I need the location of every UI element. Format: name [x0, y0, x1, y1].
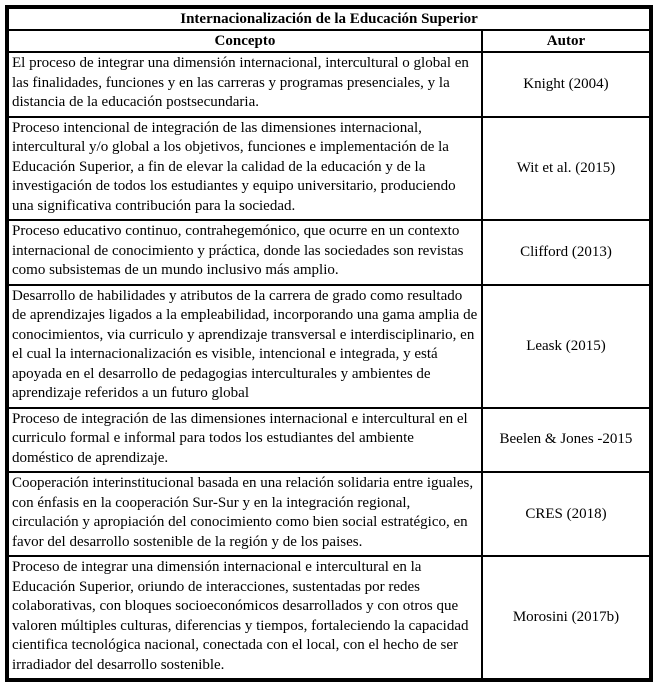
table-row [7, 285, 651, 408]
autor-cell: Knight (2004) [482, 52, 651, 117]
concepto-cell: Proceso intencional de integración de las dimensiones internacional, intercultural y/o global a los objetivos, funciones e implementación de la Educación Superior, a fin de elevar la calidad de la educación y de la investigación de todos los estudiantes y equipo universitario, produciendo una significativa contribución para la sociedad. [7, 117, 482, 221]
concepto-cell: Desarrollo de habilidades y atributos de la carrera de grado como resultado de aprendizajes ligados a la empleabilidad, incorporando una gama amplia de conocimientos, via curriculo y aprendizaje transversal e interdisciplinario, en el cual la internacionalización es visible, intencional e integrada, y está apoyada en el desarrollo de pedagogias interculturales y ambientes de aprendizaje referidos a un futuro global [7, 285, 482, 408]
autor-cell: Clifford (2013) [482, 220, 651, 285]
autor-cell: Beelen & Jones -2015 [482, 408, 651, 473]
concepto-cell: Proceso de integración de las dimensiones internacional e intercultural en el curriculo formal e informal para todos los estudiantes del ambiente doméstico de aprendizaje. [7, 408, 482, 473]
table-body [7, 52, 651, 680]
table-row [7, 472, 651, 556]
concepto-cell: El proceso de integrar una dimensión internacional, intercultural o global en las finalidades, funciones y en las carreras y programas presenciales, y la distancia de la educación postsecundaria. [7, 52, 482, 117]
internationalization-definitions-table [5, 5, 653, 682]
title-row [7, 7, 651, 30]
autor-cell: CRES (2018) [482, 472, 651, 556]
table-row [7, 556, 651, 680]
table-row [7, 117, 651, 221]
concepto-cell: Proceso educativo continuo, contrahegemónico, que ocurre en un contexto internacional de conocimiento y práctica, donde las sociedades son revistas como subsistemas de un mundo inclusivo más amplio. [7, 220, 482, 285]
header-row [7, 30, 651, 52]
autor-cell: Leask (2015) [482, 285, 651, 408]
table-row [7, 220, 651, 285]
column-header-concepto: Concepto [7, 30, 482, 52]
concepto-cell: Cooperación interinstitucional basada en una relación solidaria entre iguales, con énfasis en la cooperación Sur-Sur y en la integración regional, circulación y apropiación del conocimiento como bien social estratégico, en favor del desarrollo sostenible de la región y de los paises. [7, 472, 482, 556]
table-row [7, 52, 651, 117]
autor-cell: Wit et al. (2015) [482, 117, 651, 221]
column-header-autor: Autor [482, 30, 651, 52]
table-title: Internacionalización de la Educación Superior [7, 7, 651, 30]
concepto-cell: Proceso de integrar una dimensión internacional e intercultural en la Educación Superior, oriundo de interacciones, sustentadas por redes colaborativas, con bloques socioeconómicos desarrollados y con otros que valoren múltiples culturas, diferencias y tiempos, fortaleciendo la capacidad cientifica tecnológica nacional, conectada con el local, con el hecho de ser irradiador del desarrollo sostenible. [7, 556, 482, 680]
table-row [7, 408, 651, 473]
autor-cell: Morosini (2017b) [482, 556, 651, 680]
